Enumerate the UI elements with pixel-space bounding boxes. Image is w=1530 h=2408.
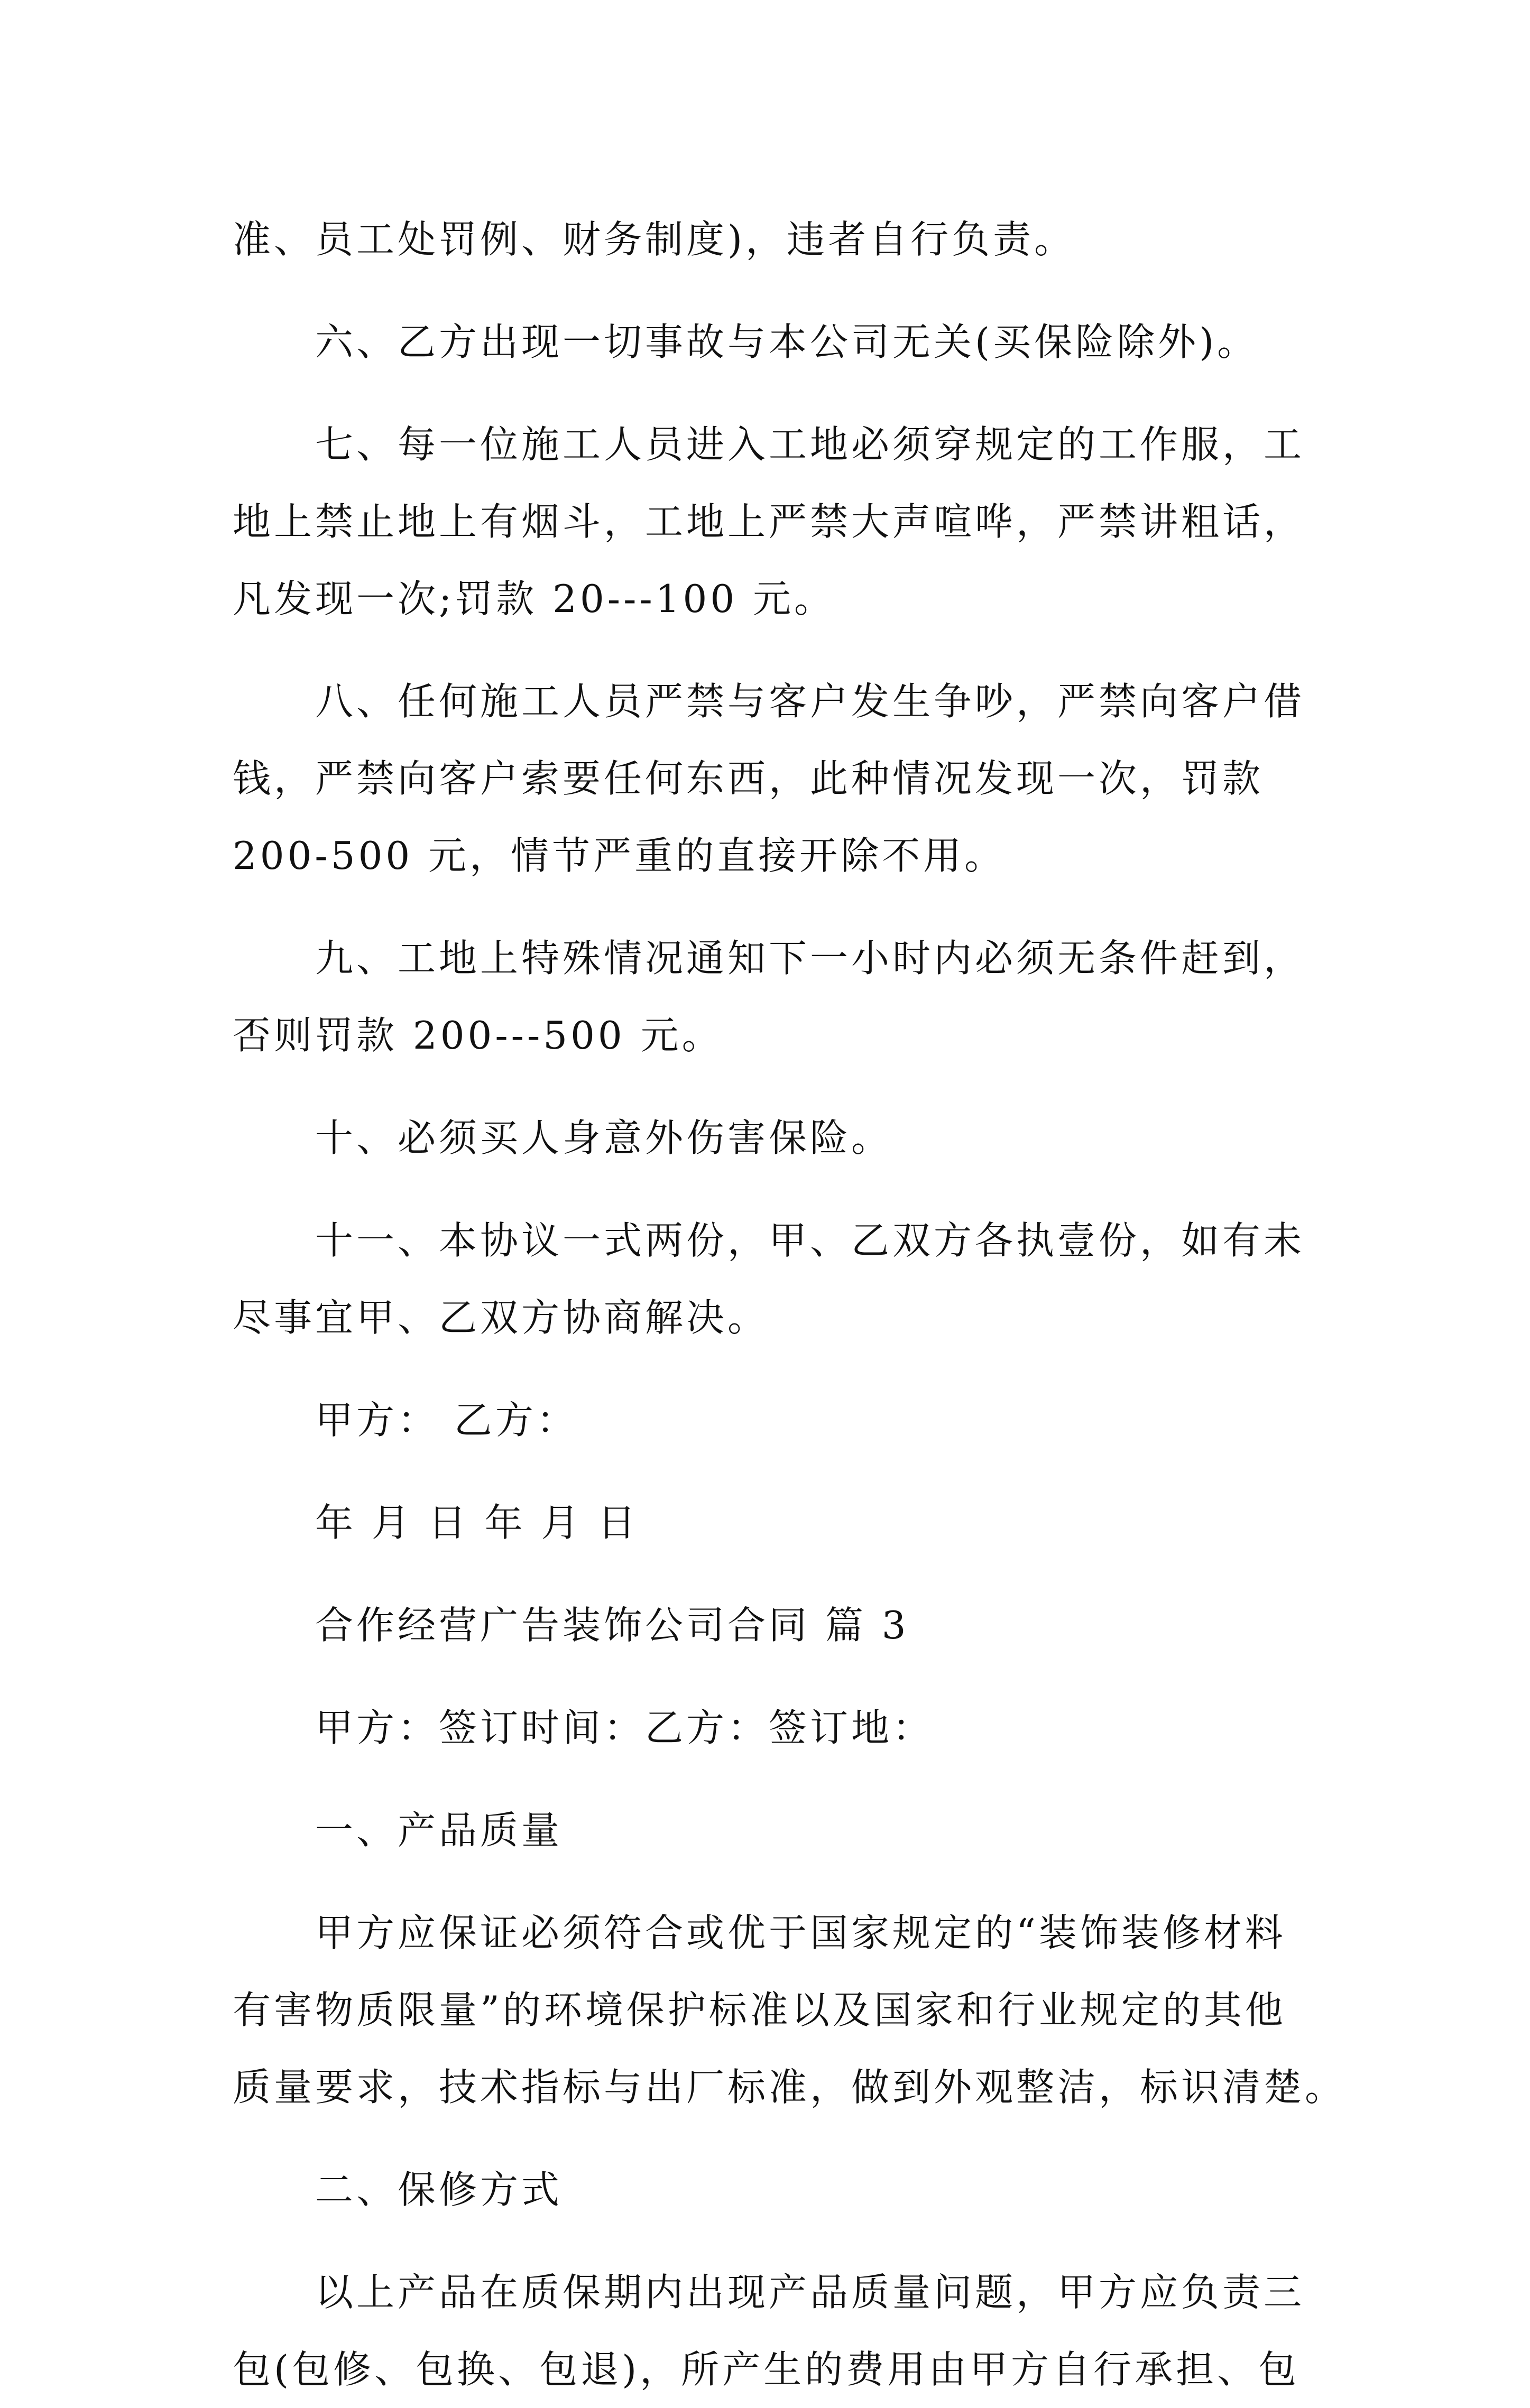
paragraph-gap	[233, 894, 1298, 920]
paragraph-gap	[233, 2228, 1298, 2254]
clause-eleven-line-2: 尽事宜甲、乙双方协商解决。	[233, 1295, 769, 1340]
clause-eleven-line-1: 十一、本协议一式两份，甲、乙双方各执壹份，如有未	[315, 1218, 1305, 1263]
paragraph-gap	[233, 1177, 1298, 1202]
paragraph-gap	[233, 1766, 1298, 1792]
contract-header-fields: 甲方：签订时间：乙方：签订地：	[315, 1706, 934, 1750]
clause-eight-line-2: 钱，严禁向客户索要任何东西，此种情况发现一次，罚款	[233, 756, 1264, 801]
quality-paragraph-line-2: 有害物质限量”的环境保护标准以及国家和行业规定的其他	[233, 1988, 1286, 2032]
clause-eight-line-1: 八、任何施工人员严禁与客户发生争吵，严禁向客户借	[315, 679, 1305, 724]
paragraph-gap	[233, 1459, 1298, 1484]
clause-nine-line-1: 九、工地上特殊情况通知下一小时内必须无条件赶到，	[315, 936, 1305, 980]
section-title: 合作经营广告装饰公司合同 篇 3	[315, 1603, 909, 1647]
quality-paragraph-line-1: 甲方应保证必须符合或优于国家规定的“装饰装修材料	[315, 1911, 1286, 1955]
paragraph-1-line-1: 准、员工处罚例、财务制度)，违者自行负责。	[233, 217, 1076, 262]
warranty-paragraph-line-2: 包(包修、包换、包退)，所产生的费用由甲方自行承担、包	[233, 2347, 1300, 2392]
paragraph-gap	[233, 1664, 1298, 1689]
quality-paragraph-line-3: 质量要求，技术指标与出厂标准，做到外观整洁，标识清楚。	[233, 2065, 1347, 2109]
clause-seven-line-3: 凡发现一次;罚款 20---100 元。	[233, 577, 836, 621]
clause-ten: 十、必须买人身意外伤害保险。	[315, 1116, 893, 1160]
clause-seven-line-1: 七、每一位施工人员进入工地必须穿规定的工作服，工	[315, 422, 1305, 467]
document-body	[233, 201, 1347, 2408]
paragraph-gap	[233, 1869, 1298, 1894]
clause-seven-line-2: 地上禁止地上有烟斗，工地上严禁大声喧哗，严禁讲粗话，	[233, 499, 1305, 544]
paragraph-gap	[233, 637, 1298, 663]
warranty-paragraph-line-1: 以上产品在质保期内出现产品质量问题，甲方应负责三	[315, 2270, 1305, 2314]
paragraph-gap	[233, 2126, 1298, 2151]
paragraph-gap	[233, 381, 1298, 406]
signature-dates: 年 月 日 年 月 日	[315, 1501, 639, 1545]
clause-eight-line-3: 200-500 元，情节严重的直接开除不用。	[233, 833, 1006, 878]
paragraph-gap	[233, 1356, 1298, 1382]
paragraph-gap	[233, 278, 1298, 303]
heading-warranty-method: 二、保修方式	[315, 2168, 563, 2212]
heading-product-quality: 一、产品质量	[315, 1808, 563, 1853]
paragraph-gap	[233, 1561, 1298, 1587]
clause-nine-line-2: 否则罚款 200---500 元。	[233, 1013, 723, 1058]
clause-six: 六、乙方出现一切事故与本公司无关(买保险除外)。	[315, 320, 1259, 364]
signature-parties: 甲方： 乙方：	[315, 1398, 578, 1442]
paragraph-gap	[233, 1074, 1298, 1099]
